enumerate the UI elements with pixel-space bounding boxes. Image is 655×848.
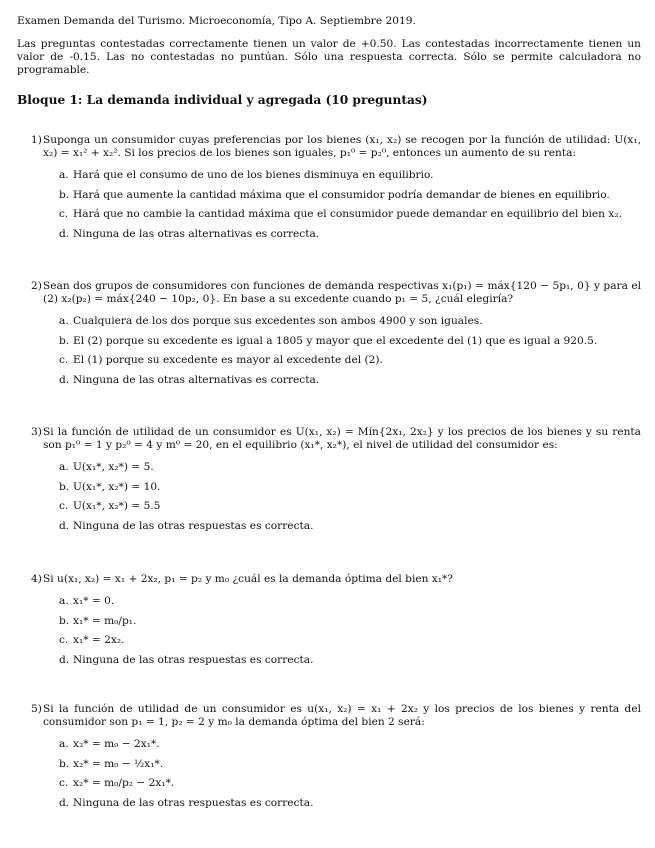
option-text: x₁* = 2x₂. (73, 634, 125, 647)
question-stem: Si la función de utilidad de un consumidor es U(x₁, x₂) = Mín{2x₁, 2x₂} y los precios de los bienes y su renta son p₁⁰ = 1 y p₂⁰ = 4 y m⁰ = 20, en el equilibrio (x₁*, x₂*), el nivel de utilidad del consumidor es: (43, 426, 641, 451)
question-number: 4) (31, 573, 42, 585)
option-list (59, 595, 641, 667)
section-title: Bloque 1: La demanda individual y agregada (10 preguntas) (17, 93, 428, 107)
option-d[interactable] (59, 374, 641, 387)
question-2 (31, 280, 641, 393)
option-text: Ninguna de las otras respuestas es correcta. (73, 519, 314, 532)
option-letter: d. (59, 519, 70, 532)
option-letter: d. (59, 227, 70, 240)
option-text: x₂* = m₀ − ½x₁*. (73, 757, 164, 770)
option-b[interactable] (59, 758, 641, 771)
option-text: Cualquiera de los dos porque sus excedentes son ambos 4900 y son iguales. (73, 315, 483, 327)
option-text: U(x₁*, x₂*) = 5. (73, 461, 154, 473)
option-text: x₁* = 0. (73, 595, 115, 607)
option-b[interactable] (59, 335, 641, 348)
option-b[interactable] (59, 481, 641, 494)
option-letter: a. (59, 169, 69, 181)
option-a[interactable] (59, 595, 641, 608)
question-number: 5) (31, 703, 42, 715)
option-list (59, 461, 641, 533)
option-text: x₂* = m₀ − 2x₁*. (73, 738, 160, 750)
option-c[interactable] (59, 354, 641, 367)
option-c[interactable] (59, 634, 641, 647)
question-stem: Si u(x₁, x₂) = x₁ + 2x₂, p₁ = p₂ y m₀ ¿cuál es la demanda óptima del bien x₁*? (43, 573, 453, 585)
exam-instructions: Las preguntas contestadas correctamente tienen un valor de +0.50. Las contestadas incorrectamente tienen un valor de -0.15. Las no contestadas no puntúan. Sólo una respuesta correcta. Sólo se permite calculadora no programable. (17, 38, 641, 76)
question-stem: Suponga un consumidor cuyas preferencias por los bienes (x₁, x₂) se recogen por la función de utilidad: U(x₁, x₂) = x₁² + x₂². Si los precios de los bienes son iguales, p₁⁰ = p₂⁰, entonces un aumento de su renta: (43, 134, 641, 159)
option-d[interactable] (59, 797, 641, 810)
option-letter: b. (59, 614, 70, 627)
question-3 (31, 426, 641, 539)
option-letter: d. (59, 796, 70, 809)
exam-header: Examen Demanda del Turismo. Microeconomía, Tipo A. Septiembre 2019. (17, 15, 416, 27)
option-letter: a. (59, 595, 69, 607)
option-letter: c. (59, 500, 69, 513)
option-letter: b. (59, 480, 70, 493)
question-5 (31, 703, 641, 816)
question-stem: Sean dos grupos de consumidores con funciones de demanda respectivas x₁(p₁) = máx{120 − 5p₁, 0} y para el (2) x₂(p₂) = máx{240 − 10p₂, 0}. En base a su excedente cuando p₁ = 5, ¿cuál elegiría? (43, 280, 641, 305)
option-text: Ninguna de las otras respuestas es correcta. (73, 653, 314, 666)
option-text: x₁* = m₀/p₁. (73, 614, 137, 627)
option-letter: a. (59, 315, 69, 327)
question-number: 1) (31, 134, 42, 146)
option-text: Hará que el consumo de uno de los bienes disminuya en equilibrio. (73, 169, 434, 181)
option-list (59, 738, 641, 810)
option-letter: a. (59, 461, 69, 473)
option-letter: b. (59, 334, 70, 347)
option-c[interactable] (59, 777, 641, 790)
option-b[interactable] (59, 189, 641, 202)
option-letter: c. (59, 634, 69, 647)
option-text: Hará que aumente la cantidad máxima que el consumidor podría demandar de bienes en equilibrio. (73, 188, 610, 201)
option-d[interactable] (59, 228, 641, 241)
option-letter: b. (59, 757, 70, 770)
option-letter: c. (59, 354, 69, 367)
option-d[interactable] (59, 654, 641, 667)
option-letter: a. (59, 738, 69, 750)
option-text: El (2) porque su excedente es igual a 1805 y mayor que el excedente del (1) que es igual a 920.5. (73, 334, 598, 347)
option-a[interactable] (59, 315, 641, 328)
option-a[interactable] (59, 461, 641, 474)
question-stem: Si la función de utilidad de un consumidor es u(x₁, x₂) = x₁ + 2x₂ y los precios de los bienes y renta del consumidor son p₁ = 1, p₂ = 2 y m₀ la demanda óptima del bien 2 será: (43, 703, 641, 728)
question-number: 3) (31, 426, 42, 438)
question-4 (31, 573, 641, 673)
option-c[interactable] (59, 208, 641, 221)
option-text: Ninguna de las otras respuestas es correcta. (73, 796, 314, 809)
option-d[interactable] (59, 520, 641, 533)
option-text: x₂* = m₀/p₂ − 2x₁*. (73, 777, 175, 790)
option-c[interactable] (59, 500, 641, 513)
option-text: El (1) porque su excedente es mayor al excedente del (2). (73, 354, 383, 367)
option-letter: b. (59, 188, 70, 201)
option-b[interactable] (59, 615, 641, 628)
option-a[interactable] (59, 169, 641, 182)
question-number: 2) (31, 280, 42, 292)
option-text: Ninguna de las otras alternativas es correcta. (73, 227, 320, 240)
option-letter: c. (59, 208, 69, 221)
option-letter: d. (59, 653, 70, 666)
option-text: U(x₁*, x₂*) = 10. (73, 480, 161, 493)
question-1 (31, 134, 641, 247)
option-list (59, 169, 641, 241)
option-text: Ninguna de las otras alternativas es correcta. (73, 373, 320, 386)
option-list (59, 315, 641, 387)
option-a[interactable] (59, 738, 641, 751)
option-letter: c. (59, 777, 69, 790)
option-text: Hará que no cambie la cantidad máxima que el consumidor puede demandar en equilibrio del bien x₂. (73, 208, 622, 221)
option-text: U(x₁*, x₂*) = 5.5 (73, 500, 161, 513)
option-letter: d. (59, 373, 70, 386)
